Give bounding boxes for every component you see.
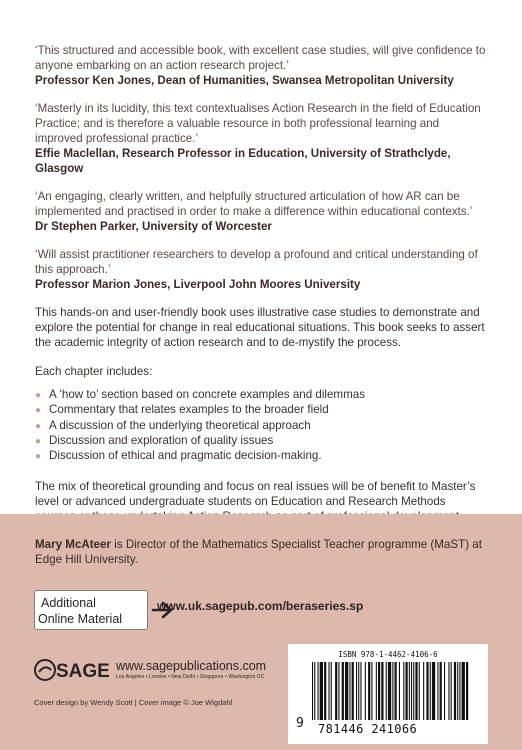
- list-item: ● A ‘how to’ section based on concrete examples and dilemmas: [35, 388, 488, 403]
- online-material-line1: Additional: [41, 596, 96, 610]
- bullet-dot-icon: ●: [35, 389, 42, 401]
- author-bio-text: is Director of the Mathematics Specialist Teacher programme (MaST) at Edge Hill University.: [35, 538, 482, 566]
- bullet-dot-icon: ●: [35, 420, 42, 432]
- barcode-bar: [419, 662, 420, 720]
- online-material-line2: Online Material: [38, 612, 123, 626]
- barcode-bar: [388, 662, 391, 720]
- barcode-bar: [430, 662, 431, 720]
- quote-attribution: Professor Ken Jones, Dean of Humanities, Swansea Metropolitan University: [35, 74, 454, 87]
- sage-logo-text: SAGE: [56, 661, 110, 682]
- companion-website-link[interactable]: www.uk.sagepub.com/beraseries.sp: [157, 599, 364, 613]
- quote-text: ‘Masterly in its lucidity, this text contextualises Action Research in the field of Education Practice; and is therefore a valuable resource in both professional learning and improved professional practice.’: [35, 102, 481, 145]
- barcode-bar: [352, 662, 354, 720]
- bullet-dot-icon: ●: [35, 436, 42, 448]
- barcode-bar: [318, 662, 319, 720]
- quote-text: ‘This structured and accessible book, with excellent case studies, will give confidence to anyone embarking on an action research project.’: [35, 44, 486, 72]
- barcode-bar: [312, 662, 313, 720]
- barcode-bar: [314, 662, 315, 720]
- sage-logo: [34, 658, 114, 682]
- barcode-bar: [454, 662, 456, 720]
- barcode-bar: [338, 662, 339, 720]
- quote-attribution: Effie Maclellan, Research Professor in Education, University of Strathclyde, Glasgow: [35, 147, 451, 175]
- bullet-dot-icon: ●: [35, 405, 42, 417]
- list-item: ● Discussion of ethical and pragmatic decision-making.: [35, 449, 488, 464]
- quote-attribution: Professor Marion Jones, Liverpool John Moores University: [35, 278, 361, 291]
- barcode-bar: [423, 662, 424, 720]
- barcode-bar: [324, 662, 326, 720]
- barcode-bar: [444, 662, 445, 720]
- quote-text: ‘Will assist practitioner researchers to develop a profound and critical understanding of this approach.’: [35, 248, 478, 276]
- chapter-features-list: [35, 388, 488, 465]
- barcode-bar: [392, 662, 393, 720]
- book-description: This hands-on and user-friendly book uses illustrative case studies to demonstrate and explore the potential for change in real educational situations. This book seeks to assert the academic integrity of action research and to de-mystify the process.: [35, 306, 485, 350]
- barcode-bar: [371, 662, 372, 720]
- barcode-bar: [381, 662, 383, 720]
- barcode-bar: [459, 662, 460, 720]
- barcode-bar: [395, 662, 397, 720]
- barcode-bar: [386, 662, 387, 720]
- chapter-intro: Each chapter includes:: [35, 364, 153, 378]
- barcode-bar: [440, 662, 442, 720]
- ean-first-digit: 9: [296, 716, 304, 731]
- barcode-bar: [358, 662, 359, 720]
- barcode-bar: [437, 662, 438, 720]
- barcode-bar: [409, 662, 410, 720]
- barcode-bar: [342, 662, 344, 720]
- barcode-bar: [411, 662, 412, 720]
- barcode-bar: [432, 662, 435, 720]
- barcode-bar: [356, 662, 357, 720]
- list-item: ● Commentary that relates examples to the broader field: [35, 403, 488, 418]
- barcode-bar: [368, 662, 370, 720]
- barcode-bar: [426, 662, 428, 720]
- isbn-label: ISBN 978-1-4462-4106-6: [338, 650, 438, 659]
- publisher-cities: Los Angeles • London • New Delhi • Singapore • Washington DC: [116, 674, 265, 680]
- quote-text: ‘An engaging, clearly written, and helpfully structured articulation of how AR can be implemented and practised in order to make a difference within educational contexts.’: [35, 190, 473, 218]
- quote-4: [35, 247, 488, 292]
- barcode-bar: [399, 662, 400, 720]
- barcode-bar: [376, 662, 377, 720]
- barcode-bar: [360, 662, 361, 720]
- quote-3: [35, 189, 488, 234]
- barcode-bar: [451, 662, 452, 720]
- bullet-dot-icon: ●: [35, 451, 42, 463]
- barcode-bar: [345, 662, 348, 720]
- quote-attribution: Dr Stephen Parker, University of Worcester: [35, 220, 272, 233]
- list-item: ● A discussion of the underlying theoretical approach: [35, 419, 488, 434]
- barcode-bar: [448, 662, 449, 720]
- barcode-bar: [331, 662, 332, 720]
- barcode-bars: [310, 662, 470, 720]
- list-item: ● Discussion and exploration of quality issues: [35, 434, 488, 449]
- online-material-badge[interactable]: [34, 590, 148, 630]
- author-bio: [35, 537, 495, 567]
- barcode-bar: [349, 662, 350, 720]
- barcode-bar: [413, 662, 414, 720]
- barcode-bar: [320, 662, 323, 720]
- publisher-website[interactable]: www.sagepublications.com: [116, 659, 267, 673]
- barcode-bar: [406, 662, 408, 720]
- quote-2: [35, 101, 488, 176]
- closing-paragraph: The mix of theoretical grounding and focus on real issues will be of benefit to Master’s level or advanced undergraduate students on Education and Research Methods: [35, 479, 476, 509]
- barcode-bar: [378, 662, 380, 720]
- quote-1: [35, 43, 488, 88]
- author-panel: [0, 514, 522, 750]
- cover-credits: Cover design by Wendy Scott | Cover image © Joe Wigdahl: [34, 698, 233, 707]
- ean-digits: 781446 241066: [314, 722, 474, 736]
- author-name: Mary McAteer: [35, 538, 112, 551]
- barcode-bar: [335, 662, 337, 720]
- barcode: [288, 644, 488, 744]
- barcode-bar: [415, 662, 417, 720]
- barcode-bar: [462, 662, 465, 720]
- barcode-bar: [329, 662, 330, 720]
- barcode-bar: [403, 662, 404, 720]
- barcode-bar: [466, 662, 468, 720]
- barcode-bar: [365, 662, 366, 720]
- barcode-bar: [457, 662, 458, 720]
